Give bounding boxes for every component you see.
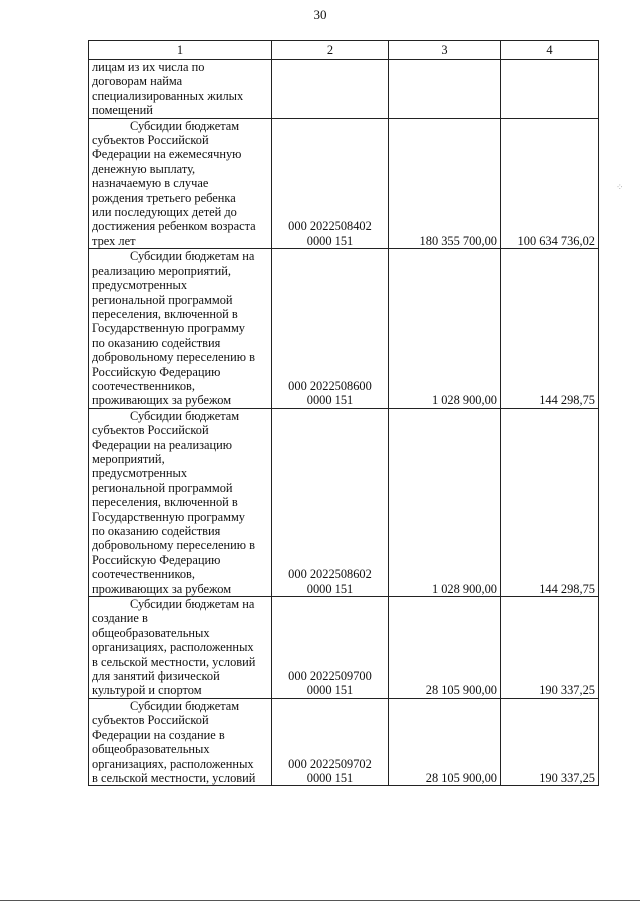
row-code-cell — [272, 60, 389, 119]
row-name-line: региональной программой — [92, 480, 233, 495]
row-name-line: договорам найма — [92, 74, 183, 89]
table-row — [89, 597, 599, 699]
row-name-line: общеобразовательных — [92, 625, 210, 640]
row-code-line: 0000 151 — [306, 393, 354, 408]
table-row — [89, 698, 599, 785]
row-amount-col4: 100 634 736,02 — [501, 118, 599, 249]
row-name-line: соотечественников, — [92, 567, 195, 582]
row-name-line: мероприятий, — [92, 451, 165, 466]
row-amount-col3: 180 355 700,00 — [389, 118, 501, 249]
row-amount-col4: 190 337,25 — [501, 597, 599, 699]
row-name-cell — [89, 60, 272, 119]
table-row — [89, 408, 599, 596]
row-code-line: 0000 151 — [306, 683, 354, 698]
row-amount-col4: 144 298,75 — [501, 249, 599, 408]
row-name-line: денежную выплату, — [92, 161, 196, 176]
row-name-first-line: Субсидии бюджетам на — [130, 249, 255, 264]
row-name-line: организациях, расположенных — [92, 640, 254, 655]
row-name-line: Государственную программу — [92, 321, 246, 336]
table-header-row — [89, 41, 599, 60]
row-name-line: реализацию мероприятий, — [92, 263, 231, 278]
row-amount-col3: 28 105 900,00 — [389, 597, 501, 699]
row-amount-col3: 28 105 900,00 — [389, 698, 501, 785]
row-name-first-line: Субсидии бюджетам — [130, 118, 240, 133]
row-name-line: субъектов Российской — [92, 713, 209, 728]
row-name-line: предусмотренных — [92, 466, 188, 481]
table-row — [89, 60, 599, 119]
row-name-line: проживающих за рубежом — [92, 393, 232, 408]
row-code-line: 000 2022508602 — [288, 567, 372, 582]
row-name-line: Государственную программу — [92, 509, 246, 524]
row-name-line: в сельской местности, условий — [92, 654, 256, 669]
row-amount-col4 — [501, 60, 599, 119]
row-name-line: проживающих за рубежом — [92, 581, 232, 596]
row-amount-col3 — [389, 60, 501, 119]
row-name-line: помещений — [92, 103, 153, 118]
row-name-first-line: Субсидии бюджетам на — [130, 597, 255, 612]
row-name-cell — [89, 249, 272, 408]
row-name-line: назначаемую в случае — [92, 176, 209, 191]
row-code-line: 000 2022508402 — [288, 219, 372, 234]
row-name-line: Российскую Федерацию — [92, 364, 221, 379]
table-row — [89, 118, 599, 249]
column-header-4: 4 — [501, 41, 599, 60]
row-name-line: по оказанию содействия — [92, 335, 221, 350]
row-code-cell — [272, 118, 389, 249]
row-code-cell — [272, 597, 389, 699]
budget-table — [88, 40, 599, 786]
row-name-line: по оказанию содействия — [92, 524, 221, 538]
row-name-line: Российскую Федерацию — [92, 552, 221, 567]
row-name-first-line: Субсидии бюджетам — [130, 698, 240, 713]
row-name-line: или последующих детей до — [92, 205, 237, 220]
row-name-line: рождения третьего ребенка — [92, 190, 236, 205]
row-name-line: добровольному переселению в — [92, 538, 255, 553]
column-header-2: 2 — [272, 41, 389, 60]
row-name-cell — [89, 118, 272, 249]
row-amount-col4: 190 337,25 — [501, 698, 599, 785]
row-code-cell — [272, 249, 389, 408]
page-bottom-rule — [0, 900, 640, 901]
row-name-line: субъектов Российской — [92, 133, 209, 148]
row-name-line: Федерации на создание в — [92, 727, 225, 742]
row-code-line: 0000 151 — [306, 770, 354, 785]
row-name-line: предусмотренных — [92, 278, 188, 293]
row-name-line: достижения ребенком возраста — [92, 219, 256, 234]
table-row — [89, 249, 599, 408]
row-name-line: переселения, включенной в — [92, 306, 238, 321]
row-name-line: лицам из их числа по — [92, 60, 205, 74]
row-code-line: 000 2022508600 — [288, 378, 372, 393]
row-name-line: добровольному переселению в — [92, 350, 255, 365]
row-name-line: специализированных жилых — [92, 88, 244, 103]
row-name-line: в сельской местности, условий — [92, 770, 256, 785]
row-code-cell — [272, 698, 389, 785]
row-name-line: культурой и спортом — [92, 683, 202, 698]
row-name-line: трех лет — [92, 233, 136, 248]
row-name-line: переселения, включенной в — [92, 495, 238, 510]
column-header-1: 1 — [89, 41, 272, 60]
row-code-line: 0000 151 — [306, 233, 354, 248]
row-amount-col3: 1 028 900,00 — [389, 408, 501, 596]
row-name-line: для занятий физической — [92, 669, 220, 684]
row-name-line: организациях, расположенных — [92, 756, 254, 771]
column-header-3: 3 — [389, 41, 501, 60]
page-number: 30 — [313, 7, 327, 22]
row-name-first-line: Субсидии бюджетам — [130, 408, 240, 423]
row-amount-col4: 144 298,75 — [501, 408, 599, 596]
row-name-line: создание в — [92, 611, 148, 626]
row-name-cell — [89, 597, 272, 699]
row-name-line: Федерации на ежемесячную — [92, 147, 242, 162]
row-code-cell — [272, 408, 389, 596]
row-amount-col3: 1 028 900,00 — [389, 249, 501, 408]
row-code-line: 0000 151 — [306, 581, 354, 596]
row-name-line: общеобразовательных — [92, 742, 210, 757]
row-name-line: региональной программой — [92, 292, 233, 307]
row-name-line: субъектов Российской — [92, 423, 209, 438]
row-name-cell — [89, 698, 272, 785]
row-code-line: 000 2022509700 — [288, 669, 372, 684]
scan-mark: ⁘ — [616, 182, 624, 192]
row-name-cell — [89, 408, 272, 596]
row-name-line: соотечественников, — [92, 378, 195, 393]
row-code-line: 000 2022509702 — [288, 756, 372, 771]
row-name-line: Федерации на реализацию — [92, 437, 233, 452]
